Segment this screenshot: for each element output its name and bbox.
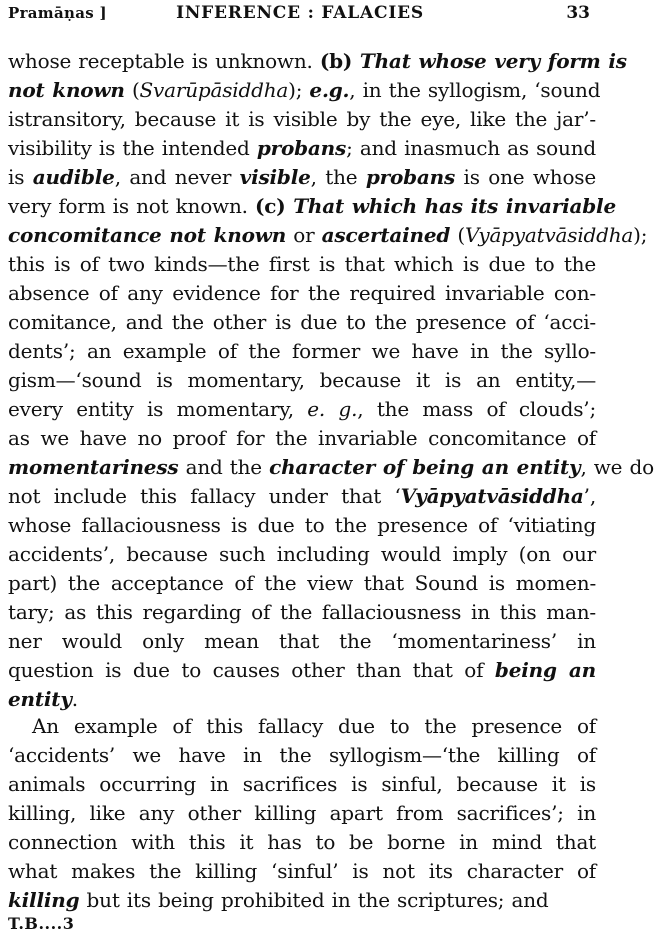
text-run: and the [178, 455, 270, 479]
signature-mark: T.B....3 [8, 914, 75, 933]
text-line [8, 163, 596, 192]
text-line [8, 685, 596, 714]
text-line [8, 511, 596, 540]
text-run: is one whose [455, 165, 596, 189]
paragraph-2 [8, 712, 596, 915]
text-line [8, 366, 596, 395]
text-line [8, 482, 596, 511]
text-run: visible [239, 165, 311, 189]
section-title: INFERENCE : FALACIES [176, 3, 424, 23]
text-run: comitance, and the other is due to the presence of ‘acci- [8, 310, 596, 334]
text-run: , the [310, 165, 366, 189]
text-run: as we have no proof for the invariable concomitance of [8, 426, 596, 450]
text-line [8, 770, 596, 799]
page-number: 33 [566, 3, 590, 23]
text-line [8, 105, 596, 134]
text-line [8, 540, 596, 569]
text-run: every entity is momentary, [8, 397, 308, 421]
text-run: tary; as this regarding of the fallaciousness in this man- [8, 600, 596, 624]
text-run: ‘accidents’ we have in the syllogism—‘the killing of [8, 743, 596, 767]
running-header [0, 0, 600, 30]
text-run: , we do [580, 455, 654, 479]
text-run: ascertained [321, 223, 451, 247]
text-run: (c) [254, 194, 294, 218]
text-run: ner would only mean that the ‘momentariness’ in [8, 629, 596, 653]
text-run: istransitory, because it is visible by the eye, like the jar’- [8, 107, 596, 131]
text-run: not known [8, 78, 125, 102]
text-run: or [286, 223, 322, 247]
text-run: being an [494, 658, 596, 682]
text-line [8, 395, 596, 424]
text-run: animals occurring in sacrifices is sinful, because it is [8, 772, 596, 796]
text-line [8, 741, 596, 770]
text-run: dents’; an example of the former we have in the syllo- [8, 339, 596, 363]
text-run: part) the acceptance of the view that Sound is momen- [8, 571, 596, 595]
text-run: visibility is the intended [8, 136, 257, 160]
text-run: That whose very form is [359, 49, 627, 73]
text-run: whose receptable is unknown. [8, 49, 320, 73]
text-line [8, 569, 596, 598]
chapter-label: Pramāṇas ] [8, 4, 107, 22]
text-line [8, 192, 616, 221]
text-run: (b) [319, 49, 360, 73]
text-run: audible [32, 165, 115, 189]
text-line [8, 221, 648, 250]
text-line [8, 799, 596, 828]
text-run: character of being an entity [269, 455, 581, 479]
text-run: probans [256, 136, 347, 160]
text-run: concomitance not known [8, 223, 287, 247]
text-run: e. g. [307, 397, 358, 421]
text-line [8, 337, 596, 366]
text-run: ’, [583, 484, 596, 508]
text-line [8, 656, 596, 685]
text-run: absence of any evidence for the required invariable con- [8, 281, 596, 305]
text-line [8, 712, 596, 741]
text-run: accidents’, because such including would imply (on our [8, 542, 596, 566]
text-run: e.g. [309, 78, 350, 102]
text-line [8, 598, 596, 627]
text-line [8, 134, 596, 163]
text-run: That which has its invariable [293, 194, 616, 218]
text-line [8, 453, 654, 482]
text-run: ); [288, 78, 310, 102]
text-line [8, 857, 596, 886]
text-run: Svarūpāsiddha [139, 78, 289, 102]
text-run: killing [8, 888, 80, 912]
text-line [8, 308, 596, 337]
text-run: Vyāpyatvāsiddha [464, 223, 634, 247]
text-run: . [71, 687, 78, 711]
text-line [8, 279, 596, 308]
text-run: connection with this it has to be borne in mind that [8, 830, 596, 854]
text-run: is [8, 165, 33, 189]
text-line [8, 424, 596, 453]
text-run: this is of two kinds—the first is that which is due to the [8, 252, 596, 276]
text-run: , in the syllogism, ‘sound [349, 78, 601, 102]
text-run: , the mass of clouds’; [357, 397, 597, 421]
text-run: probans [365, 165, 456, 189]
text-line [8, 627, 596, 656]
text-run: killing, like any other killing apart from sacrifices’; in [8, 801, 596, 825]
text-line [8, 47, 627, 76]
text-run: ( [450, 223, 465, 247]
text-line [8, 886, 596, 915]
text-run: Vyāpyatvāsiddha [400, 484, 584, 508]
text-line [8, 76, 601, 105]
paragraph-1 [8, 47, 654, 714]
text-run: , and never [114, 165, 240, 189]
text-run: very form is not known. [8, 194, 255, 218]
text-run: what makes the killing ‘sinful’ is not its character of [8, 859, 596, 883]
text-run: entity [8, 687, 72, 711]
text-run: momentariness [8, 455, 179, 479]
text-run: ( [124, 78, 140, 102]
text-run: ; and inasmuch as sound [346, 136, 596, 160]
text-run: but its being prohibited in the scriptures; and [79, 888, 549, 912]
text-run: ); [633, 223, 648, 247]
text-run: gism—‘sound is momentary, because it is an entity,— [8, 368, 596, 392]
text-line [8, 250, 596, 279]
text-run: whose fallaciousness is due to the presence of ‘vitiating [8, 513, 596, 537]
text-run: not include this fallacy under that ‘ [8, 484, 401, 508]
text-run: An example of this fallacy due to the presence of [32, 714, 596, 738]
text-line [8, 828, 596, 857]
text-run: question is due to causes other than that of [8, 658, 495, 682]
